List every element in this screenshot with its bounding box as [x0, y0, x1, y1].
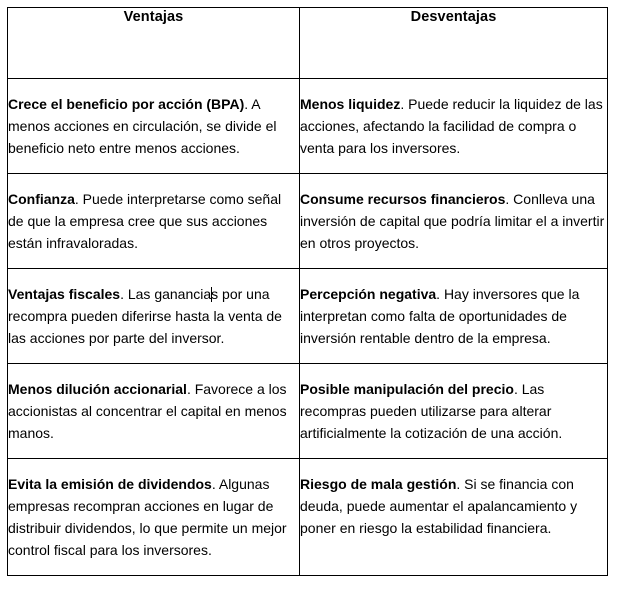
table-row — [8, 174, 608, 269]
cell-ventajas-1 — [8, 79, 300, 174]
cell-lead-label: Posible manipulación del precio — [300, 381, 514, 397]
cell-desventajas-3 — [300, 269, 608, 364]
table-header-row — [8, 8, 608, 79]
cell-paragraph — [8, 473, 299, 561]
cell-body-text: . Algunas empresas recompran acciones en lugar de distribuir dividendos, lo que permite un mejor control fiscal para los inversores. — [8, 476, 287, 558]
cell-paragraph — [300, 378, 607, 444]
cell-ventajas-3[interactable] — [8, 269, 300, 364]
cell-body-text-before-caret: . Las ganancia — [120, 286, 212, 302]
cell-paragraph — [8, 188, 299, 254]
cell-body-text: . A menos acciones en circulación, se divide el beneficio neto entre menos acciones. — [8, 96, 277, 156]
cell-desventajas-5 — [300, 459, 608, 576]
cell-lead-label: Menos dilución accionarial — [8, 381, 187, 397]
cell-body-text: . Hay inversores que la interpretan como falta de oportunidades de inversión rentable dentro de la empresa. — [300, 286, 580, 346]
cell-body-text: . Favorece a los accionistas al concentrar el capital en menos manos. — [8, 381, 287, 441]
cell-ventajas-2 — [8, 174, 300, 269]
table-body — [8, 79, 608, 576]
cell-lead-label: Percepción negativa — [300, 286, 437, 302]
cell-body-text: . Conlleva una inversión de capital que podría limitar el a invertir en otros proyectos. — [300, 191, 605, 251]
cell-lead-label: Confianza — [8, 191, 75, 207]
table-header — [8, 8, 608, 79]
cell-paragraph — [8, 283, 299, 349]
cell-lead-label: Crece el beneficio por acción (BPA) — [8, 96, 245, 112]
column-header-ventajas — [8, 8, 300, 79]
cell-body-text: . Si se financia con deuda, puede aumentar el apalancamiento y poner en riesgo la estabilidad financiera. — [300, 476, 578, 536]
cell-body-text: . Las recompras pueden utilizarse para alterar artificialmente la cotización de una acción. — [300, 381, 563, 441]
cell-lead-label: Evita la emisión de dividendos — [8, 476, 212, 492]
table-row — [8, 364, 608, 459]
cell-ventajas-5 — [8, 459, 300, 576]
cell-lead-label: Ventajas fiscales — [8, 286, 121, 302]
cell-paragraph — [8, 378, 299, 444]
table-row — [8, 79, 608, 174]
column-header-ventajas-label: Ventajas — [123, 9, 184, 25]
cell-desventajas-1 — [300, 79, 608, 174]
cell-paragraph — [300, 188, 607, 254]
cell-paragraph — [300, 283, 607, 349]
cell-desventajas-2 — [300, 174, 608, 269]
table-row — [8, 269, 608, 364]
cell-body-text-after-caret: s por una recompra pueden diferirse hasta la venta de las acciones por parte del inversor. — [8, 286, 282, 346]
column-header-desventajas-label: Desventajas — [410, 9, 497, 25]
cell-paragraph — [300, 93, 607, 159]
column-header-desventajas — [300, 8, 608, 79]
table-row — [8, 459, 608, 576]
cell-paragraph — [300, 473, 607, 539]
cell-lead-label: Riesgo de mala gestión — [300, 476, 457, 492]
cell-desventajas-4 — [300, 364, 608, 459]
cell-lead-label: Menos liquidez — [300, 96, 401, 112]
comparison-table — [7, 7, 608, 576]
cell-paragraph — [8, 93, 299, 159]
cell-ventajas-4 — [8, 364, 300, 459]
cell-lead-label: Consume recursos financieros — [300, 191, 506, 207]
cell-body-text: . Puede interpretarse como señal de que la empresa cree que sus acciones están infravaloradas. — [8, 191, 282, 251]
cell-body-text: . Puede reducir la liquidez de las acciones, afectando la facilidad de compra o venta para los inversores. — [300, 96, 603, 156]
